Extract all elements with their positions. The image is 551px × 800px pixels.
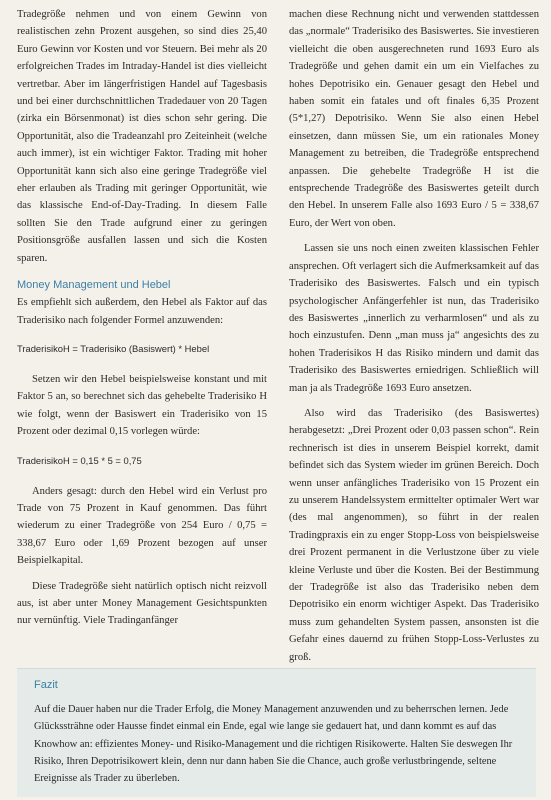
formula-traderisiko-example: TraderisikoH = 0,15 * 5 = 0,75 bbox=[17, 454, 142, 466]
right-paragraph-3: Also wird das Traderisiko (des Basiswertes) herabgesetzt: „Drei Prozent oder 0,03 passen schon“. Rein rechnerisch ist dies in unserem Beispiel korrekt, damit befindet sich das System wieder im grünen Bereich. Doch wenn unser anfängliches Traderisiko von 15 Prozent ein zu unserem Handelssystem ermittelter optimaler Wert war (des mal angenommen), so führt in der realen Tradingpraxis ein zu enger Stopp-Loss von beispielsweise drei Prozent permanent in die Verlustzone über zu viele kleine Verluste und über die Kosten. Bei der Bestimmung der Tradegröße ist also das Traderisiko neben dem Depotrisiko ein enorm wichtiger Aspekt. Das Traderisiko muss zum gehandelten System passen, ansonsten ist die Gefahr eines dauernd zu frühen Stopp-Loss-Verlustes zu groß. bbox=[289, 407, 539, 663]
right-column bbox=[289, 6, 539, 666]
left-paragraph-2: Es empfiehlt sich außerdem, den Hebel als Faktor auf das Traderisiko nach folgender Formel anzuwenden: bbox=[17, 297, 267, 326]
left-column bbox=[17, 6, 267, 630]
left-paragraph-1: Tradegröße nehmen und von einem Gewinn von realistischen zehn Prozent ausgehen, so sind dies 25,40 Euro Gewinn vor Kosten und vor Steuern. Bei mehr als 20 erfolgreichen Trades im Intraday-Handel ist dies vielleicht vertretbar. Aber im längerfristigen Handel auf Tagesbasis und bei einer durchschnittlichen Tradedauer von 20 Tagen (zirka ein Börsenmonat) ist dies schon sehr gering. Die Opportunität, also die Tradeanzahl pro Zeiteinheit (welche auch immer), ist ein wichtiger Faktor. Trading mit hoher Opportunität kann sich also eine geringe Tradegröße viel eher erlauben als Trading mit geringer Opportunität, wie das klassische End-of-Day-Trading. In diesem Falle sollten Sie den Trade aufgrund einer zu geringen Positionsgröße ausfallen lassen und sich die Kosten sparen. bbox=[17, 9, 267, 264]
fazit-title: Fazit bbox=[34, 679, 58, 691]
right-paragraph-1: machen diese Rechnung nicht und verwenden stattdessen das „normale“ Traderisiko des Basiswertes. Sie investieren vielleicht die oben ausgerechneten rund 1693 Euro als Tradegröße und gehen damit ein um ein Vielfaches zu hohes Depotrisiko ein. Genauer gesagt den Hebel und haben somit ein fatales und oft finales 6,35 Prozent (5*1,27) Depotrisiko. Wenn Sie also einen Hebel einsetzen, dann müssen Sie, um ein rationales Money Management zu betreiben, die Tradegröße entsprechend anpassen. Die gehebelte Tradegröße H ist die entsprechende Tradegröße des Basiswertes geteilt durch den Hebel. In unserem Falle also 1693 Euro / 5 = 338,67 Euro, der Wert von oben. bbox=[289, 9, 539, 229]
section-heading-money-management: Money Management und Hebel bbox=[17, 279, 171, 292]
fazit-text: Auf die Dauer haben nur die Trader Erfolg, die Money Management anzuwenden und zu beherrschen lernen. Jede Glückssträhne oder Hausse findet einmal ein Ende, egal wie lange sie gedauert hat, und dann kommt es auf das Knowhow an: effizientes Money- und Risiko-Management und die richtigen Risikowerte. Halten Sie deswegen Ihr Risiko, Ihren Depotrisikowert klein, denn nur dann haben Sie die Chance, auch große verlustbringende, seltene Ereignisse als Trader zu überleben. bbox=[34, 704, 513, 785]
fazit-box bbox=[17, 668, 536, 797]
left-paragraph-4: Anders gesagt: durch den Hebel wird ein Verlust pro Trade von 75 Prozent in Kauf genommen. Das führt wiederum zu einer Tradegröße von 254 Euro / 0,75 = 338,67 Euro oder 1,69 Prozent bezogen auf unser Beispielkapital. bbox=[17, 485, 267, 567]
formula-traderisiko-hebel: TraderisikoH = Traderisiko (Basiswert) * Hebel bbox=[17, 342, 210, 354]
left-paragraph-5: Diese Tradegröße sieht natürlich optisch nicht reizvoll aus, ist aber unter Money Management Gesichtspunkten nur vernünftig. Viele Tradinganfänger bbox=[17, 580, 267, 627]
right-paragraph-2: Lassen sie uns noch einen zweiten klassischen Fehler ansprechen. Oft verlagert sich die Aufmerksamkeit auf das Traderisiko des Basiswertes. Falsch und ein typisch psychologischer Anfängerfehler ist nun, das Traderisiko des Basiswertes „innerlich zu verharmlosen“ und als zu hoch einzustufen. Denn „man muss ja“ angesichts des zu hohen Traderisikos H das Risiko mindern und damit das Traderisiko des Basiswertes erniedrigen. Schließlich will man ja als Tradegröße 1693 Euro ansetzen. bbox=[289, 243, 539, 394]
left-paragraph-3: Setzen wir den Hebel beispielsweise konstant und mit Faktor 5 an, so berechnet sich das gehebelte Traderisiko H wie folgt, wenn der Basiswert ein Traderisiko von 15 Prozent oder dezimal 0,15 vorlegen würde: bbox=[17, 373, 267, 438]
